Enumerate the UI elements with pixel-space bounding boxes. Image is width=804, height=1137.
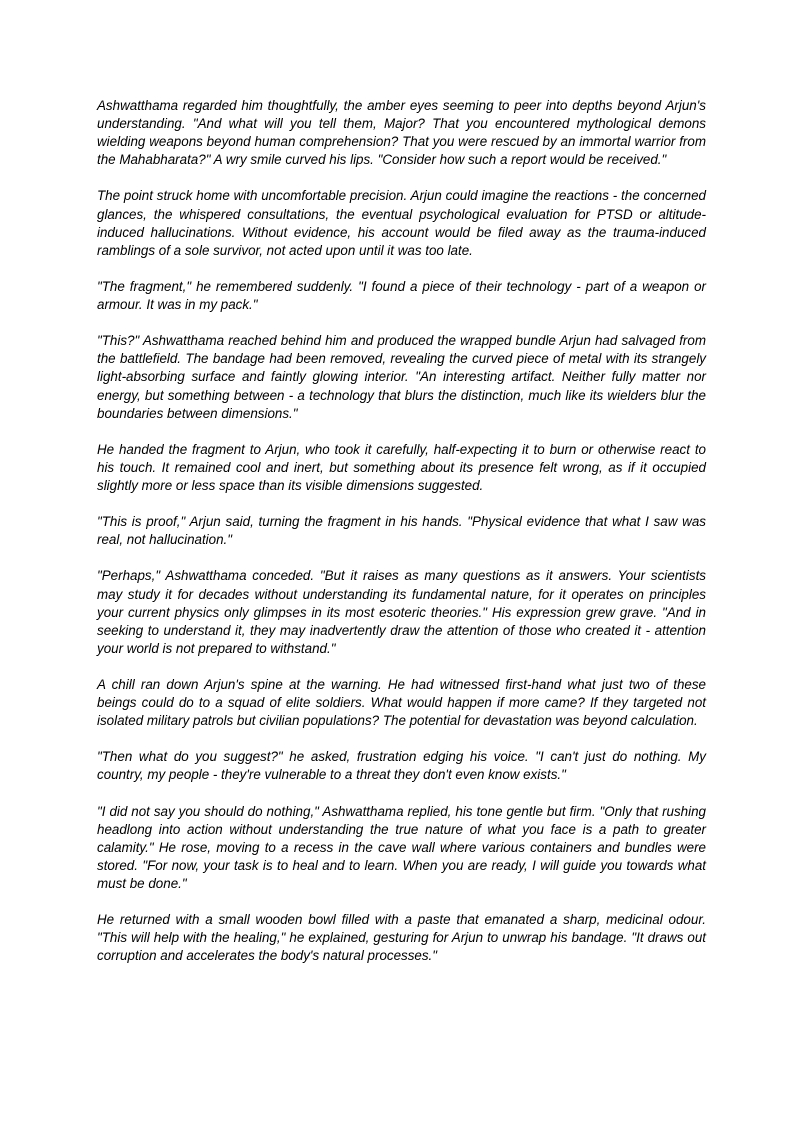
document-page [97,97,706,966]
paragraph-2: The point struck home with uncomfortable precision. Arjun could imagine the reactions - the concerned glances, the whispered consultations, the eventual psychological evaluation for PTSD or altitude-induced hallucinations. Without evidence, his account would be filed away as the trauma-induced ramblings of a sole survivor, not acted upon until it was too late. [97,188,706,258]
paragraph-10: "I did not say you should do nothing," Ashwatthama replied, his tone gentle but firm. "Only that rushing headlong into action without understanding the true nature of what you face is a path to greater calamity." He rose, moving to a recess in the cave wall where various containers and bundles were stored. "For now, your task is to heal and to learn. When you are ready, I will guide you towards what must be done." [97,803,706,892]
paragraph-1: Ashwatthama regarded him thoughtfully, the amber eyes seeming to peer into depths beyond Arjun's understanding. "And what will you tell them, Major? That you encountered mythological demons wielding weapons beyond human comprehension? That you were rescued by an immortal warrior from the Mahabharata?" A wry smile curved his lips. "Consider how such a report would be received." [97,98,706,168]
paragraph-5: He handed the fragment to Arjun, who took it carefully, half-expecting it to burn or otherwise react to his touch. It remained cool and inert, but something about its presence felt wrong, as if it occupied slightly more or less space than its visible dimensions suggested. [97,441,706,493]
paragraph-4: "This?" Ashwatthama reached behind him and produced the wrapped bundle Arjun had salvaged from the battlefield. The bandage had been removed, revealing the curved piece of metal with its strangely light-absorbing surface and faintly glowing interior. "An interesting artifact. Neither fully matter nor energy, but something between - a technology that blurs the distinction, much like its wielders blur the boundaries between dimensions." [97,333,706,421]
paragraph-6: "This is proof," Arjun said, turning the fragment in his hands. "Physical evidence that what I saw was real, not hallucination." [97,514,706,548]
paragraph-8: A chill ran down Arjun's spine at the warning. He had witnessed first-hand what just two of these beings could do to a squad of elite soldiers. What would happen if more came? If they targeted not isolated military patrols but civilian populations? The potential for devastation was beyond calculation. [97,677,706,729]
paragraph-3: "The fragment," he remembered suddenly. "I found a piece of their technology - part of a weapon or armour. It was in my pack." [97,278,706,313]
paragraph-7: "Perhaps," Ashwatthama conceded. "But it raises as many questions as it answers. Your scientists may study it for decades without understanding its fundamental nature, for it operates on principles your current physics only glimpses in its most esoteric theories." His expression grew grave. "And in seeking to understand it, they may inadvertently draw the attention of those who created it - attention your world is not prepared to withstand." [97,568,706,656]
paragraph-11: He returned with a small wooden bowl filled with a paste that emanated a sharp, medicinal odour. "This will help with the healing," he explained, gesturing for Arjun to unwrap his bandage. "It draws out corruption and accelerates the body's natural processes." [97,912,706,964]
paragraph-9: "Then what do you suggest?" he asked, frustration edging his voice. "I can't just do nothing. My country, my people - they're vulnerable to a threat they don't even know exists." [97,749,706,783]
